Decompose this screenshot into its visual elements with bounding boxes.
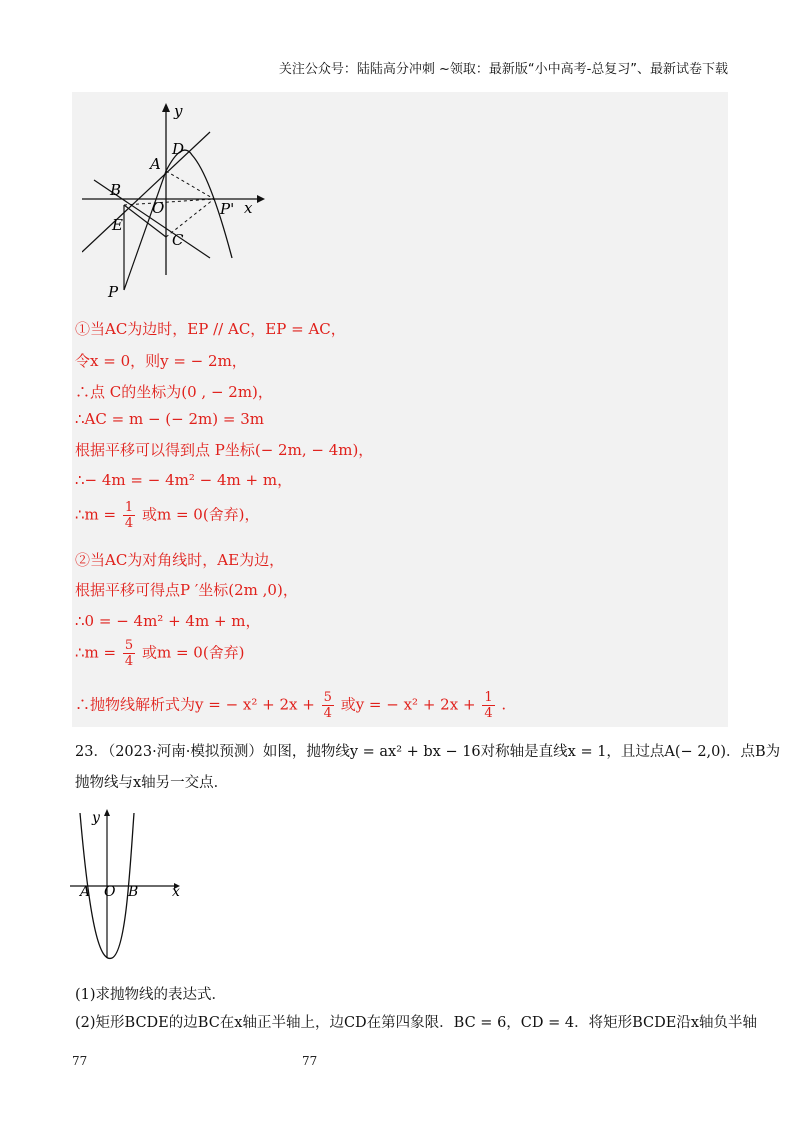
question-23-line-2: 抛物线与x轴另一交点． (75, 775, 229, 791)
page-header: 关注公众号：陆陆高分冲刺 ~领取：最新版“小中高考-总复习”、最新试卷下载 (278, 62, 728, 77)
fig1-label-P: P (108, 283, 119, 301)
fig2-label-y: y (92, 810, 100, 826)
solution-line-1: ①当AC为边时，EP // AC，EP = AC， (75, 320, 346, 338)
fig2-label-O: O (104, 884, 116, 900)
fig1-label-Pprime: P' (220, 200, 235, 218)
fig1-label-B: B (110, 181, 122, 199)
l12-fraction-2: $\frac{1}{4}$ (484, 690, 493, 721)
solution-line-8: ②当AC为对角线时，AE为边， (75, 551, 285, 569)
fig1-label-D: D (172, 140, 185, 158)
solution-line-4: ∴AC = m − (− 2m) = 3m (75, 410, 264, 428)
solution-line-6: ∴− 4m = − 4m² − 4m + m， (75, 471, 293, 489)
fig2-label-x: x (172, 884, 180, 900)
l7-post: 或m = 0(舍弃)， (141, 505, 260, 524)
footer-page-left: 77 (72, 1054, 88, 1068)
solution-line-9: 根据平移可得点P ′坐标(2m ,0)， (75, 581, 298, 599)
fig1-label-A: A (150, 155, 161, 173)
l12-b: 或y = − x² + 2x + (340, 695, 476, 714)
fig1-label-x: x (244, 199, 253, 217)
l12-c: . (501, 695, 507, 714)
l11-pre: ∴m = (75, 643, 117, 662)
fig1-label-E: E (112, 216, 123, 234)
fig1-label-y: y (174, 102, 183, 120)
fig2-label-A: A (80, 884, 91, 900)
l7-pre: ∴m = (75, 505, 117, 524)
solution-line-7 (75, 500, 260, 531)
question-23-part-1: (1)求抛物线的表达式． (75, 987, 227, 1003)
solution-line-2: 令x = 0，则y = − 2m， (75, 352, 247, 370)
solution-line-12 (75, 690, 506, 721)
l11-post: 或m = 0(舍弃) (141, 643, 245, 662)
figure-parabola-question (70, 808, 190, 968)
l12-fraction-1: $\frac{5}{4}$ (323, 690, 332, 721)
solution-line-3: ∴点 C的坐标为(0 , − 2m)， (75, 383, 273, 401)
footer-page-center: 77 (302, 1054, 318, 1068)
solution-line-10: ∴0 = − 4m² + 4m + m， (75, 612, 261, 630)
fig1-label-O: O (152, 199, 165, 217)
figure-parabola-geometry (82, 100, 272, 305)
fig2-label-B: B (128, 884, 139, 900)
question-23-part-2: (2)矩形BCDE的边BC在x轴正半轴上，边CD在第四象限．BC = 6，CD = 4．将矩形BCDE沿x轴负半轴 (75, 1015, 758, 1031)
l11-fraction: $\frac{5}{4}$ (124, 638, 134, 669)
l7-fraction: $\frac{1}{4}$ (124, 500, 134, 531)
fig1-label-C: C (172, 231, 184, 249)
question-23-line-1: 23．（2023·河南·模拟预测）如图，抛物线y = ax² + bx − 16对称轴是直线x = 1，且过点A(− 2,0)．点B为 (75, 744, 781, 760)
solution-line-5: 根据平移可以得到点 P坐标(− 2m, − 4m)， (75, 441, 374, 459)
solution-line-11 (75, 638, 245, 669)
l12-a: ∴抛物线解析式为y = − x² + 2x + (75, 695, 315, 714)
